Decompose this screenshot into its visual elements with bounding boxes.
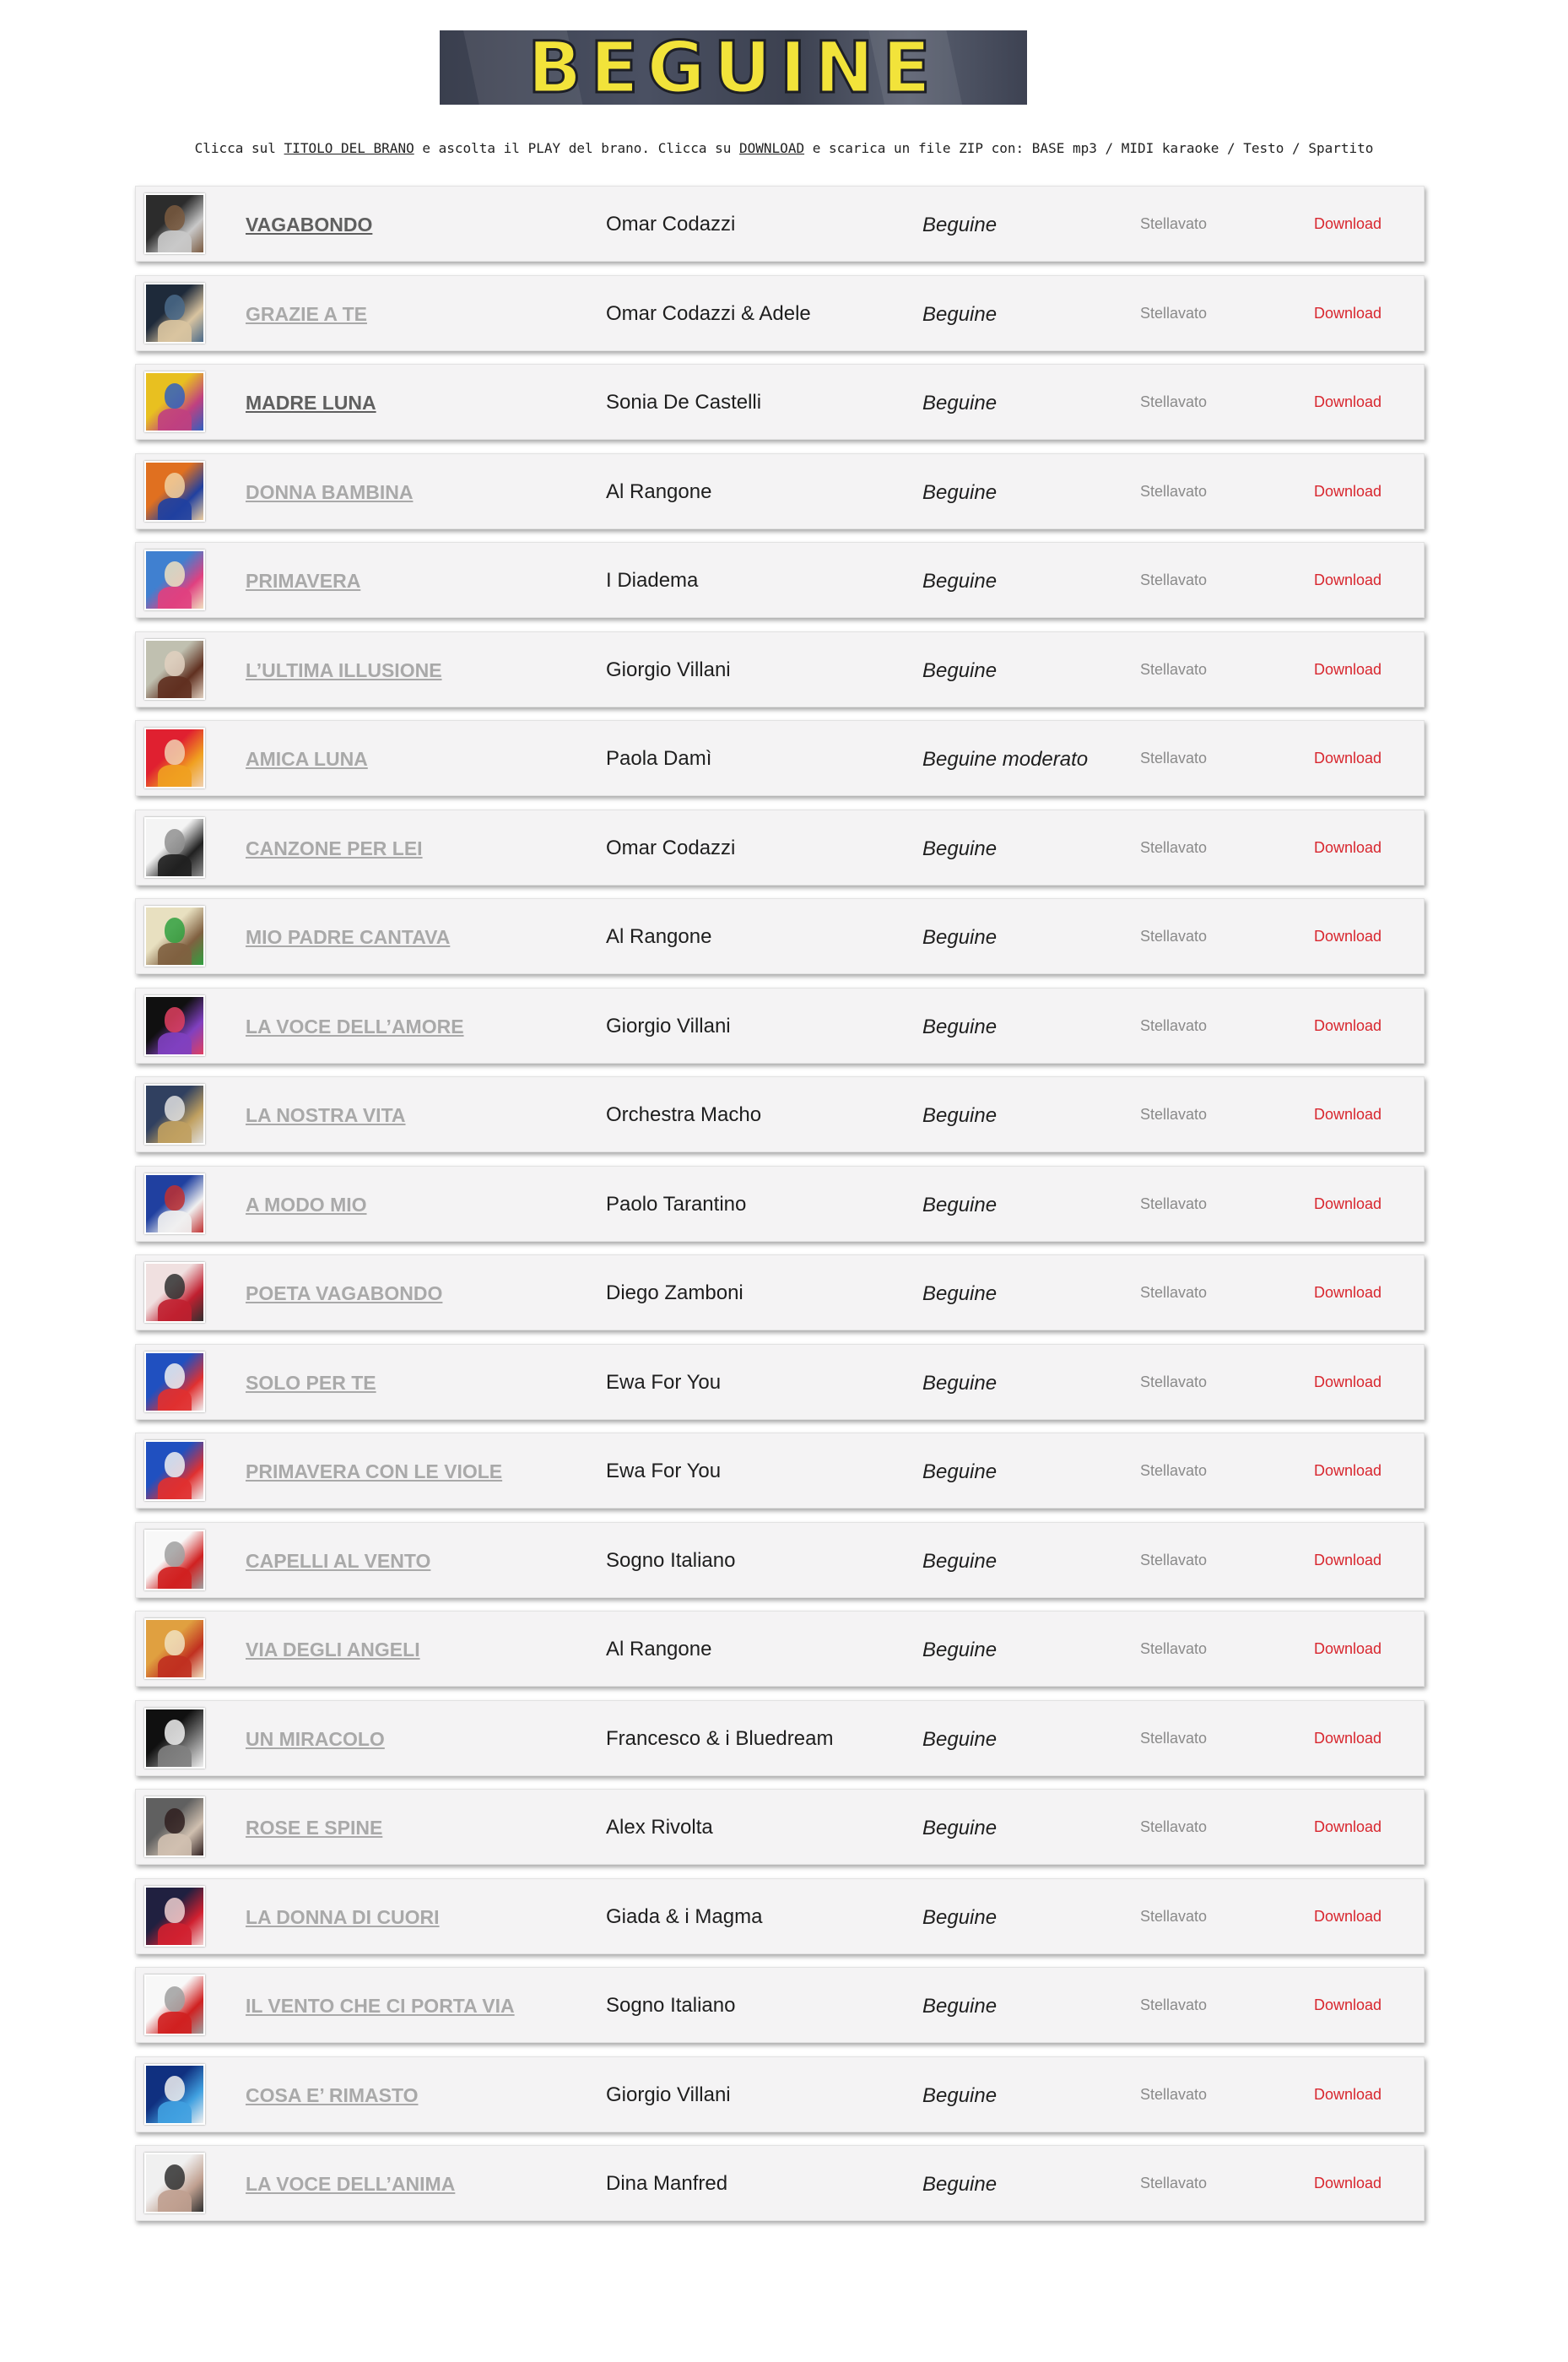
song-rating-label: Stellavato: [1140, 1462, 1208, 1479]
download-link[interactable]: Download: [1314, 483, 1382, 500]
song-genre: Beguine: [922, 1104, 998, 1127]
album-cover-figure: [165, 829, 185, 854]
album-cover-thumbnail: [144, 2153, 205, 2213]
song-title-link[interactable]: GRAZIE A TE: [246, 303, 367, 325]
album-cover-figure-body: [158, 1923, 192, 1947]
song-rating-label: Stellavato: [1140, 483, 1208, 500]
song-title-link[interactable]: POETA VAGABONDO: [246, 1282, 443, 1304]
album-cover-figure-body: [158, 2012, 192, 2035]
song-genre: Beguine: [922, 1639, 998, 1661]
download-link[interactable]: Download: [1314, 215, 1382, 232]
song-artist: Ewa For You: [606, 1460, 722, 1482]
album-cover-figure-body: [158, 1389, 192, 1412]
song-genre: Beguine: [922, 2084, 998, 2107]
album-cover-thumbnail: [144, 1796, 205, 1857]
album-cover-figure: [165, 1007, 185, 1032]
song-row: [135, 1433, 1425, 1509]
song-genre: Beguine: [922, 1460, 998, 1483]
song-row: [135, 2145, 1425, 2221]
song-artist: Francesco & i Bluedream: [606, 1727, 834, 1750]
album-cover-figure-body: [158, 943, 192, 967]
song-title-link[interactable]: LA VOCE DELL’ANIMA: [246, 2173, 456, 2195]
song-rating-label: Stellavato: [1140, 1284, 1208, 1301]
album-cover-thumbnail: [144, 639, 205, 700]
song-genre: Beguine: [922, 1372, 998, 1395]
song-genre: Beguine: [922, 926, 998, 949]
song-title-link[interactable]: PRIMAVERA CON LE VIOLE: [246, 1460, 503, 1482]
album-cover-thumbnail: [144, 906, 205, 967]
album-cover-thumbnail: [144, 461, 205, 522]
song-title-link[interactable]: CAPELLI AL VENTO: [246, 1550, 431, 1572]
song-genre: Beguine: [922, 570, 998, 593]
song-title-link[interactable]: ROSE E SPINE: [246, 1817, 383, 1839]
album-cover-figure: [165, 473, 185, 498]
song-title-link[interactable]: AMICA LUNA: [246, 748, 368, 770]
song-title-link[interactable]: COSA E’ RIMASTO: [246, 2084, 419, 2106]
download-link[interactable]: Download: [1314, 2086, 1382, 2103]
album-cover-thumbnail: [144, 1975, 205, 2035]
song-rating-label: Stellavato: [1140, 661, 1208, 678]
album-cover-figure: [165, 1363, 185, 1389]
instructions-text: [0, 140, 1568, 156]
song-genre: Beguine: [922, 1906, 998, 1929]
song-artist: Paolo Tarantino: [606, 1193, 747, 1216]
song-artist: Omar Codazzi: [606, 837, 736, 859]
album-cover-figure-body: [158, 1299, 192, 1323]
song-rating-label: Stellavato: [1140, 928, 1208, 945]
album-cover-figure-body: [158, 1834, 192, 1857]
download-link[interactable]: Download: [1314, 750, 1382, 767]
song-title-link[interactable]: VAGABONDO: [246, 214, 373, 236]
song-artist: Alex Rivolta: [606, 1816, 713, 1839]
song-rating-label: Stellavato: [1140, 839, 1208, 856]
song-rating-label: Stellavato: [1140, 1106, 1208, 1123]
song-artist: Diego Zamboni: [606, 1281, 743, 1304]
album-cover-figure-body: [158, 587, 192, 610]
song-row: [135, 1254, 1425, 1330]
song-artist: Sogno Italiano: [606, 1994, 736, 2017]
song-genre: Beguine: [922, 303, 998, 326]
song-artist: Omar Codazzi & Adele: [606, 302, 811, 325]
album-cover-figure: [165, 383, 185, 409]
album-cover-figure: [165, 918, 185, 943]
song-artist: Ewa For You: [606, 1371, 722, 1394]
song-genre: Beguine: [922, 1282, 998, 1305]
album-cover-figure-body: [158, 676, 192, 700]
song-artist: Sogno Italiano: [606, 1549, 736, 1572]
album-cover-figure: [165, 1720, 185, 1745]
song-title-link[interactable]: MIO PADRE CANTAVA: [246, 926, 451, 948]
download-link[interactable]: Download: [1314, 928, 1382, 945]
song-row: [135, 453, 1425, 529]
download-link[interactable]: Download: [1314, 1908, 1382, 1925]
album-cover-thumbnail: [144, 1084, 205, 1145]
song-genre: Beguine: [922, 1550, 998, 1573]
download-link[interactable]: Download: [1314, 393, 1382, 410]
album-cover-thumbnail: [144, 995, 205, 1056]
album-cover-thumbnail: [144, 371, 205, 432]
song-artist: Giorgio Villani: [606, 1015, 731, 1037]
song-artist: Al Rangone: [606, 480, 712, 503]
download-link[interactable]: Download: [1314, 1640, 1382, 1657]
instructions-part3: e scarica un file ZIP con: BASE mp3 / MIDI karaoke / Testo / Spartito: [804, 140, 1374, 156]
song-artist: Paola Damì: [606, 747, 712, 770]
song-genre: Beguine: [922, 1817, 998, 1839]
album-cover-figure-body: [158, 2190, 192, 2213]
instructions-download-link: DOWNLOAD: [739, 140, 805, 156]
album-cover-figure: [165, 561, 185, 587]
album-cover-figure-body: [158, 854, 192, 878]
download-link[interactable]: Download: [1314, 1017, 1382, 1034]
song-row: [135, 1967, 1425, 2043]
song-genre: Beguine: [922, 1995, 998, 2018]
song-artist: Giada & i Magma: [606, 1905, 763, 1928]
album-cover-thumbnail: [144, 1262, 205, 1323]
song-rating-label: Stellavato: [1140, 1195, 1208, 1212]
song-row: [135, 1522, 1425, 1598]
song-title-link[interactable]: LA NOSTRA VITA: [246, 1104, 406, 1126]
song-rating-label: Stellavato: [1140, 2175, 1208, 2191]
album-cover-figure-body: [158, 409, 192, 432]
album-cover-figure: [165, 2076, 185, 2101]
album-cover-figure: [165, 1630, 185, 1655]
album-cover-figure-body: [158, 2101, 192, 2125]
song-artist: I Diadema: [606, 569, 699, 592]
instructions-part1: Clicca sul: [194, 140, 284, 156]
download-link[interactable]: Download: [1314, 839, 1382, 856]
album-cover-thumbnail: [144, 2064, 205, 2125]
song-row: [135, 2056, 1425, 2132]
album-cover-thumbnail: [144, 283, 205, 344]
album-cover-thumbnail: [144, 1530, 205, 1590]
album-cover-figure: [165, 739, 185, 765]
download-link[interactable]: Download: [1314, 572, 1382, 588]
album-cover-figure-body: [158, 1745, 192, 1769]
album-cover-figure: [165, 1452, 185, 1477]
album-cover-thumbnail: [144, 1708, 205, 1769]
song-row: [135, 1878, 1425, 1954]
album-cover-figure: [165, 1986, 185, 2012]
song-row: [135, 1076, 1425, 1152]
instructions-part2: e ascolta il PLAY del brano. Clicca su: [414, 140, 740, 156]
song-title-link[interactable]: LA VOCE DELL’AMORE: [246, 1016, 464, 1037]
album-cover-figure-body: [158, 1477, 192, 1501]
song-row: [135, 1166, 1425, 1242]
download-link[interactable]: Download: [1314, 1284, 1382, 1301]
song-genre: Beguine: [922, 2173, 998, 2196]
download-link[interactable]: Download: [1314, 1106, 1382, 1123]
album-cover-figure: [165, 1541, 185, 1567]
song-rating-label: Stellavato: [1140, 1818, 1208, 1835]
album-cover-figure: [165, 1185, 185, 1211]
album-cover-thumbnail: [144, 817, 205, 878]
album-cover-figure: [165, 295, 185, 320]
song-rating-label: Stellavato: [1140, 572, 1208, 588]
song-row: [135, 898, 1425, 974]
song-row: [135, 275, 1425, 351]
song-genre: Beguine: [922, 392, 998, 414]
song-rating-label: Stellavato: [1140, 305, 1208, 322]
download-link[interactable]: Download: [1314, 1373, 1382, 1390]
song-rating-label: Stellavato: [1140, 2086, 1208, 2103]
song-title-link[interactable]: SOLO PER TE: [246, 1372, 376, 1394]
song-rating-label: Stellavato: [1140, 1373, 1208, 1390]
download-link[interactable]: Download: [1314, 1730, 1382, 1747]
album-cover-figure: [165, 205, 185, 230]
album-cover-figure: [165, 1898, 185, 1923]
song-genre: Beguine: [922, 1728, 998, 1751]
album-cover-figure-body: [158, 1032, 192, 1056]
song-rating-label: Stellavato: [1140, 1730, 1208, 1747]
song-rating-label: Stellavato: [1140, 1552, 1208, 1568]
song-row: [135, 1344, 1425, 1420]
album-cover-figure-body: [158, 230, 192, 254]
album-cover-figure-body: [158, 320, 192, 344]
song-rating-label: Stellavato: [1140, 1908, 1208, 1925]
instructions-title-link: TITOLO DEL BRANO: [284, 140, 414, 156]
song-title-link[interactable]: CANZONE PER LEI: [246, 837, 423, 859]
song-artist: Orchestra Macho: [606, 1103, 762, 1126]
album-cover-figure: [165, 1096, 185, 1121]
download-link[interactable]: Download: [1314, 1552, 1382, 1568]
album-cover-figure: [165, 1808, 185, 1834]
song-row: [135, 186, 1425, 262]
album-cover-thumbnail: [144, 728, 205, 788]
song-artist: Al Rangone: [606, 925, 712, 948]
song-row: [135, 988, 1425, 1064]
song-title-link[interactable]: MADRE LUNA: [246, 392, 376, 414]
song-title-link[interactable]: IL VENTO CHE CI PORTA VIA: [246, 1995, 515, 2017]
song-title-link[interactable]: A MODO MIO: [246, 1194, 367, 1216]
song-artist: Omar Codazzi: [606, 213, 736, 236]
download-link[interactable]: Download: [1314, 1818, 1382, 1835]
beguine-banner: [440, 30, 1027, 105]
banner-title: BEGUINE: [527, 30, 939, 105]
album-cover-thumbnail: [144, 1352, 205, 1412]
album-cover-figure-body: [158, 1567, 192, 1590]
song-rating-label: Stellavato: [1140, 1640, 1208, 1657]
song-artist: Dina Manfred: [606, 2172, 728, 2195]
song-genre: Beguine: [922, 659, 998, 682]
album-cover-figure: [165, 651, 185, 676]
song-artist: Al Rangone: [606, 1638, 712, 1660]
download-link[interactable]: Download: [1314, 1462, 1382, 1479]
album-cover-thumbnail: [144, 1173, 205, 1234]
download-link[interactable]: Download: [1314, 661, 1382, 678]
song-genre: Beguine: [922, 837, 998, 860]
song-rating-label: Stellavato: [1140, 215, 1208, 232]
album-cover-figure: [165, 2164, 185, 2190]
song-title-link[interactable]: L’ULTIMA ILLUSIONE: [246, 659, 442, 681]
song-title-link[interactable]: UN MIRACOLO: [246, 1728, 385, 1750]
album-cover-thumbnail: [144, 193, 205, 254]
song-row: [135, 720, 1425, 796]
song-rating-label: Stellavato: [1140, 393, 1208, 410]
song-row: [135, 810, 1425, 886]
album-cover-figure-body: [158, 498, 192, 522]
song-genre: Beguine: [922, 481, 998, 504]
song-title-link[interactable]: VIA DEGLI ANGELI: [246, 1639, 420, 1660]
album-cover-thumbnail: [144, 1618, 205, 1679]
song-rating-label: Stellavato: [1140, 750, 1208, 767]
song-artist: Sonia De Castelli: [606, 391, 762, 414]
song-title-link[interactable]: LA DONNA DI CUORI: [246, 1906, 440, 1928]
download-link[interactable]: Download: [1314, 1195, 1382, 1212]
song-row: [135, 1700, 1425, 1776]
album-cover-thumbnail: [144, 550, 205, 610]
album-cover-figure-body: [158, 1121, 192, 1145]
song-genre: Beguine: [922, 1194, 998, 1216]
song-title-link[interactable]: PRIMAVERA: [246, 570, 361, 592]
song-row: [135, 631, 1425, 707]
song-genre: Beguine moderato: [922, 748, 1089, 771]
download-link[interactable]: Download: [1314, 1996, 1382, 2013]
album-cover-figure-body: [158, 1655, 192, 1679]
song-artist: Giorgio Villani: [606, 658, 731, 681]
album-cover-figure-body: [158, 765, 192, 788]
song-title-link[interactable]: DONNA BAMBINA: [246, 481, 414, 503]
album-cover-thumbnail: [144, 1886, 205, 1947]
album-cover-thumbnail: [144, 1440, 205, 1501]
download-link[interactable]: Download: [1314, 2175, 1382, 2191]
song-row: [135, 364, 1425, 440]
song-genre: Beguine: [922, 1016, 998, 1038]
song-artist: Giorgio Villani: [606, 2083, 731, 2106]
download-link[interactable]: Download: [1314, 305, 1382, 322]
song-rating-label: Stellavato: [1140, 1996, 1208, 2013]
song-row: [135, 1611, 1425, 1687]
album-cover-figure: [165, 1274, 185, 1299]
song-genre: Beguine: [922, 214, 998, 236]
song-row: [135, 1789, 1425, 1865]
song-row: [135, 542, 1425, 618]
album-cover-figure-body: [158, 1211, 192, 1234]
song-rating-label: Stellavato: [1140, 1017, 1208, 1034]
